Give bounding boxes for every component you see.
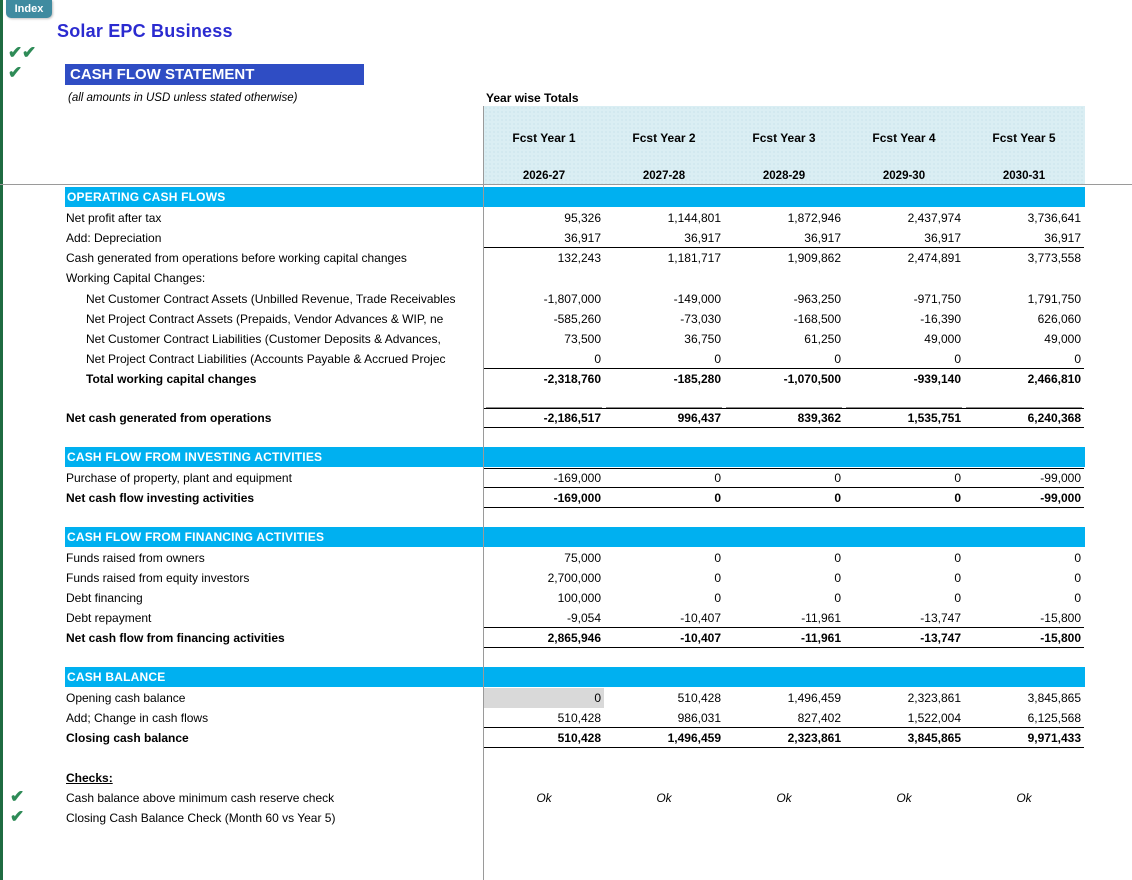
- cell-y5[interactable]: 1,791,750: [1027, 292, 1081, 306]
- table-row-change-in-cash: [0, 708, 1132, 728]
- cell-y5[interactable]: 6,125,568: [964, 708, 1084, 728]
- cell-y3[interactable]: 1,909,862: [787, 251, 841, 265]
- cell-y3[interactable]: 839,362: [724, 408, 844, 428]
- row-label: Funds raised from equity investors: [66, 571, 250, 585]
- cell-y2[interactable]: 0: [604, 349, 724, 369]
- statement-title-text: CASH FLOW STATEMENT: [70, 66, 255, 83]
- cell-y3[interactable]: 827,402: [724, 708, 844, 728]
- table-row-wc-project-assets: [0, 309, 1132, 329]
- cell-y3[interactable]: 0: [834, 551, 841, 565]
- cell-y4[interactable]: 36,917: [844, 228, 964, 248]
- cell-y1[interactable]: 95,326: [564, 211, 601, 225]
- cell-y5[interactable]: Ok: [1016, 791, 1032, 805]
- section-header-financing: [65, 527, 1085, 547]
- cell-y2[interactable]: 1,181,717: [667, 251, 721, 265]
- cell-y3[interactable]: 61,250: [804, 332, 841, 346]
- section-header-financing-label: CASH FLOW FROM FINANCING ACTIVITIES: [67, 530, 325, 544]
- row-label: Funds raised from owners: [66, 551, 205, 565]
- row-label: Net Project Contract Assets (Prepaids, Vendor Advances & WIP, ne: [86, 312, 444, 326]
- cell-y1[interactable]: 510,428: [484, 728, 604, 748]
- cell-y2[interactable]: 36,750: [684, 332, 721, 346]
- cell-y5[interactable]: 36,917: [964, 228, 1084, 248]
- cell-y1[interactable]: 2,865,946: [484, 628, 604, 648]
- checks-heading-row: [0, 768, 1132, 788]
- cell-y1[interactable]: 36,917: [484, 228, 604, 248]
- section-divider: [483, 667, 484, 687]
- cell-y2[interactable]: Ok: [656, 791, 672, 805]
- statement-title-banner: [65, 64, 364, 85]
- cell-y5[interactable]: -15,800: [964, 628, 1084, 648]
- cell-y2[interactable]: -10,407: [604, 628, 724, 648]
- check-row-icon-2: ✔: [10, 807, 25, 826]
- column-header-period-1: 2026-27: [522, 170, 566, 182]
- cell-y1[interactable]: -2,186,517: [484, 408, 604, 428]
- cell-y3[interactable]: 0: [724, 349, 844, 369]
- row-label: Net cash flow from financing activities: [66, 631, 285, 645]
- cell-y5[interactable]: -99,000: [964, 468, 1084, 488]
- row-label: Net Project Contract Liabilities (Accounts Payable & Accrued Projec: [86, 352, 446, 366]
- cell-y2[interactable]: 0: [604, 468, 724, 488]
- cell-y3[interactable]: 0: [724, 488, 844, 508]
- cell-y2[interactable]: 0: [714, 571, 721, 585]
- cell-y4[interactable]: -13,747: [844, 608, 964, 628]
- table-row-closing-cash: [0, 728, 1132, 748]
- table-row-check-closing-balance: [0, 808, 1132, 828]
- cell-y3[interactable]: -963,250: [793, 292, 841, 306]
- column-header-year-1: Fcst Year 1: [512, 131, 576, 145]
- cell-y5[interactable]: 3,736,641: [1027, 211, 1081, 225]
- cell-y1[interactable]: 510,428: [484, 708, 604, 728]
- cell-y3[interactable]: 36,917: [724, 228, 844, 248]
- table-row-wc-customer-liabilities: [0, 329, 1132, 349]
- table-row-check-min-reserve: [0, 788, 1132, 808]
- cell-y1[interactable]: -9,054: [484, 608, 604, 628]
- table-row-wc-heading: [0, 268, 1132, 288]
- table-row-debt-financing: [0, 588, 1132, 608]
- cell-y3[interactable]: Ok: [776, 791, 792, 805]
- cell-y3[interactable]: 2,323,861: [724, 728, 844, 748]
- cell-y5[interactable]: 0: [1074, 571, 1081, 585]
- cell-y2[interactable]: -149,000: [673, 292, 721, 306]
- cell-y3[interactable]: 0: [834, 571, 841, 585]
- column-header-year-2: Fcst Year 2: [632, 131, 696, 145]
- row-label: Net cash generated from operations: [66, 411, 272, 425]
- cell-y4[interactable]: -939,140: [913, 372, 961, 386]
- currency-note: (all amounts in USD unless stated otherwise): [68, 92, 298, 104]
- cell-y5[interactable]: 49,000: [1044, 332, 1081, 346]
- table-row-net-profit: [0, 208, 1132, 228]
- table-row-opening-cash: [0, 688, 1132, 708]
- cell-y2[interactable]: 1,144,801: [667, 211, 721, 225]
- section-header-investing: [65, 447, 1085, 467]
- cell-y2[interactable]: 0: [714, 551, 721, 565]
- cell-y1[interactable]: 73,500: [564, 332, 601, 346]
- row-label: Debt financing: [66, 591, 143, 605]
- table-row-net-cash-operations: [0, 408, 1132, 428]
- status-check-icon-2: ✔: [22, 43, 37, 62]
- cell-y4[interactable]: 0: [844, 468, 964, 488]
- status-check-icon-3: ✔: [8, 63, 23, 82]
- cell-y5[interactable]: 0: [1074, 551, 1081, 565]
- cell-y4[interactable]: 0: [954, 551, 961, 565]
- cell-y4[interactable]: -16,390: [920, 312, 961, 326]
- row-label: Total working capital changes: [86, 372, 257, 386]
- cell-y4[interactable]: 2,474,891: [907, 251, 961, 265]
- row-label: Debt repayment: [66, 611, 152, 625]
- row-label: Add; Change in cash flows: [66, 711, 209, 725]
- row-label: Closing Cash Balance Check (Month 60 vs Year 5): [66, 811, 336, 825]
- table-row-debt-repayment: [0, 608, 1132, 628]
- check-row-icon-1: ✔: [10, 787, 25, 806]
- cell-y5[interactable]: 0: [1074, 591, 1081, 605]
- frozen-pane-divider: [0, 184, 1132, 185]
- table-row-net-financing: [0, 628, 1132, 648]
- cell-y2[interactable]: -185,280: [673, 372, 721, 386]
- status-check-icon-1: ✔: [8, 43, 23, 62]
- cell-y2[interactable]: 986,031: [604, 708, 724, 728]
- row-label: Net cash flow investing activities: [66, 491, 255, 505]
- table-row-funds-owners: [0, 548, 1132, 568]
- cell-y2[interactable]: 996,437: [604, 408, 724, 428]
- table-row-depreciation: [0, 228, 1132, 248]
- cell-y3[interactable]: 1,872,946: [787, 211, 841, 225]
- row-label: Working Capital Changes:: [66, 271, 206, 285]
- row-label: Closing cash balance: [66, 731, 189, 745]
- cell-y5[interactable]: 6,240,368: [964, 408, 1084, 428]
- cell-y4[interactable]: 0: [954, 571, 961, 585]
- cell-y4[interactable]: -971,750: [913, 292, 961, 306]
- row-label: Net Customer Contract Liabilities (Customer Deposits & Advances,: [86, 332, 441, 346]
- index-tab-label: Index: [14, 3, 44, 15]
- section-header-cash-balance: [65, 667, 1085, 687]
- cell-y3[interactable]: 0: [724, 468, 844, 488]
- cell-y1[interactable]: -2,318,760: [543, 372, 601, 386]
- row-label: Net profit after tax: [66, 211, 162, 225]
- cell-y1[interactable]: 0: [484, 349, 604, 369]
- cell-y3[interactable]: 1,496,459: [787, 691, 841, 705]
- cell-y5[interactable]: -99,000: [964, 488, 1084, 508]
- cell-y3[interactable]: 0: [834, 591, 841, 605]
- cell-y4[interactable]: 1,535,751: [844, 408, 964, 428]
- cell-y4[interactable]: -13,747: [844, 628, 964, 648]
- column-header-period-2: 2027-28: [642, 170, 686, 182]
- table-row-cash-before-wc: [0, 248, 1132, 268]
- cell-y4[interactable]: 0: [954, 591, 961, 605]
- column-header-year-5: Fcst Year 5: [992, 131, 1056, 145]
- table-row-wc-customer-assets: [0, 289, 1132, 309]
- column-header-year-3: Fcst Year 3: [752, 131, 816, 145]
- section-header-operating-label: OPERATING CASH FLOWS: [67, 190, 226, 204]
- cell-y4[interactable]: Ok: [896, 791, 912, 805]
- cell-y3[interactable]: -11,961: [724, 628, 844, 648]
- section-header-cash-balance-label: CASH BALANCE: [67, 670, 166, 684]
- cell-y5[interactable]: 626,060: [1037, 312, 1081, 326]
- row-label: Add: Depreciation: [66, 231, 162, 245]
- cell-y1[interactable]: -169,000: [484, 488, 604, 508]
- cell-y2[interactable]: -73,030: [680, 312, 721, 326]
- cell-y4[interactable]: 0: [844, 349, 964, 369]
- cell-y5[interactable]: 9,971,433: [964, 728, 1084, 748]
- cell-y2[interactable]: 510,428: [677, 691, 721, 705]
- cell-y4[interactable]: 2,437,974: [907, 211, 961, 225]
- section-divider: [483, 527, 484, 547]
- cell-y1[interactable]: -1,807,000: [543, 292, 601, 306]
- cell-y5[interactable]: 3,773,558: [1027, 251, 1081, 265]
- row-label: Purchase of property, plant and equipment: [66, 471, 292, 485]
- cell-y1[interactable]: 132,243: [557, 251, 601, 265]
- cell-y5[interactable]: 3,845,865: [1027, 691, 1081, 705]
- year-wise-totals-label: Year wise Totals: [486, 91, 579, 105]
- column-header-year-4: Fcst Year 4: [872, 131, 936, 145]
- cell-y1[interactable]: -169,000: [484, 468, 604, 488]
- cell-y2[interactable]: 0: [714, 591, 721, 605]
- company-title: Solar EPC Business: [57, 21, 233, 41]
- column-header-period-4: 2029-30: [882, 170, 926, 182]
- table-row-net-investing: [0, 488, 1132, 508]
- index-tab-button[interactable]: [6, 0, 52, 18]
- cell-y1[interactable]: 100,000: [557, 591, 601, 605]
- cell-y5[interactable]: 2,466,810: [1027, 372, 1081, 386]
- table-row-wc-total: [0, 369, 1132, 389]
- row-label: Net Customer Contract Assets (Unbilled Revenue, Trade Receivables: [86, 292, 456, 306]
- cell-y4[interactable]: 1,522,004: [844, 708, 964, 728]
- cell-y1-input[interactable]: 0: [484, 688, 604, 708]
- column-header-period-5: 2030-31: [1002, 170, 1046, 182]
- cell-y1[interactable]: 75,000: [564, 551, 601, 565]
- cell-y3[interactable]: -1,070,500: [783, 372, 841, 386]
- table-row-funds-equity: [0, 568, 1132, 588]
- cell-y2[interactable]: 0: [604, 488, 724, 508]
- cell-y1[interactable]: -585,260: [553, 312, 601, 326]
- row-label: Cash generated from operations before working capital changes: [66, 251, 407, 265]
- cell-y2[interactable]: 36,917: [604, 228, 724, 248]
- frozen-pane-left-edge: [0, 0, 3, 880]
- cell-y5[interactable]: 0: [964, 349, 1084, 369]
- cell-y3[interactable]: -11,961: [724, 608, 844, 628]
- section-header-operating: [65, 187, 1085, 207]
- cell-y2[interactable]: -10,407: [604, 608, 724, 628]
- cell-y5[interactable]: -15,800: [964, 608, 1084, 628]
- cell-y3[interactable]: -168,500: [793, 312, 841, 326]
- row-label: Opening cash balance: [66, 691, 186, 705]
- section-divider: [483, 187, 484, 207]
- cell-y4[interactable]: 0: [844, 488, 964, 508]
- cell-y4[interactable]: 3,845,865: [844, 728, 964, 748]
- cell-y2[interactable]: 1,496,459: [604, 728, 724, 748]
- section-header-investing-label: CASH FLOW FROM INVESTING ACTIVITIES: [67, 450, 323, 464]
- cell-y1[interactable]: Ok: [536, 791, 552, 805]
- table-row-ppe: [0, 468, 1132, 488]
- section-divider: [483, 447, 484, 467]
- column-header-period-3: 2028-29: [762, 170, 806, 182]
- cell-y4[interactable]: 49,000: [924, 332, 961, 346]
- checks-heading: Checks:: [66, 771, 113, 785]
- table-row-wc-project-liabilities: [0, 349, 1132, 369]
- cell-y4[interactable]: 2,323,861: [907, 691, 961, 705]
- row-label: Cash balance above minimum cash reserve check: [66, 791, 335, 805]
- cell-y1[interactable]: 2,700,000: [547, 571, 601, 585]
